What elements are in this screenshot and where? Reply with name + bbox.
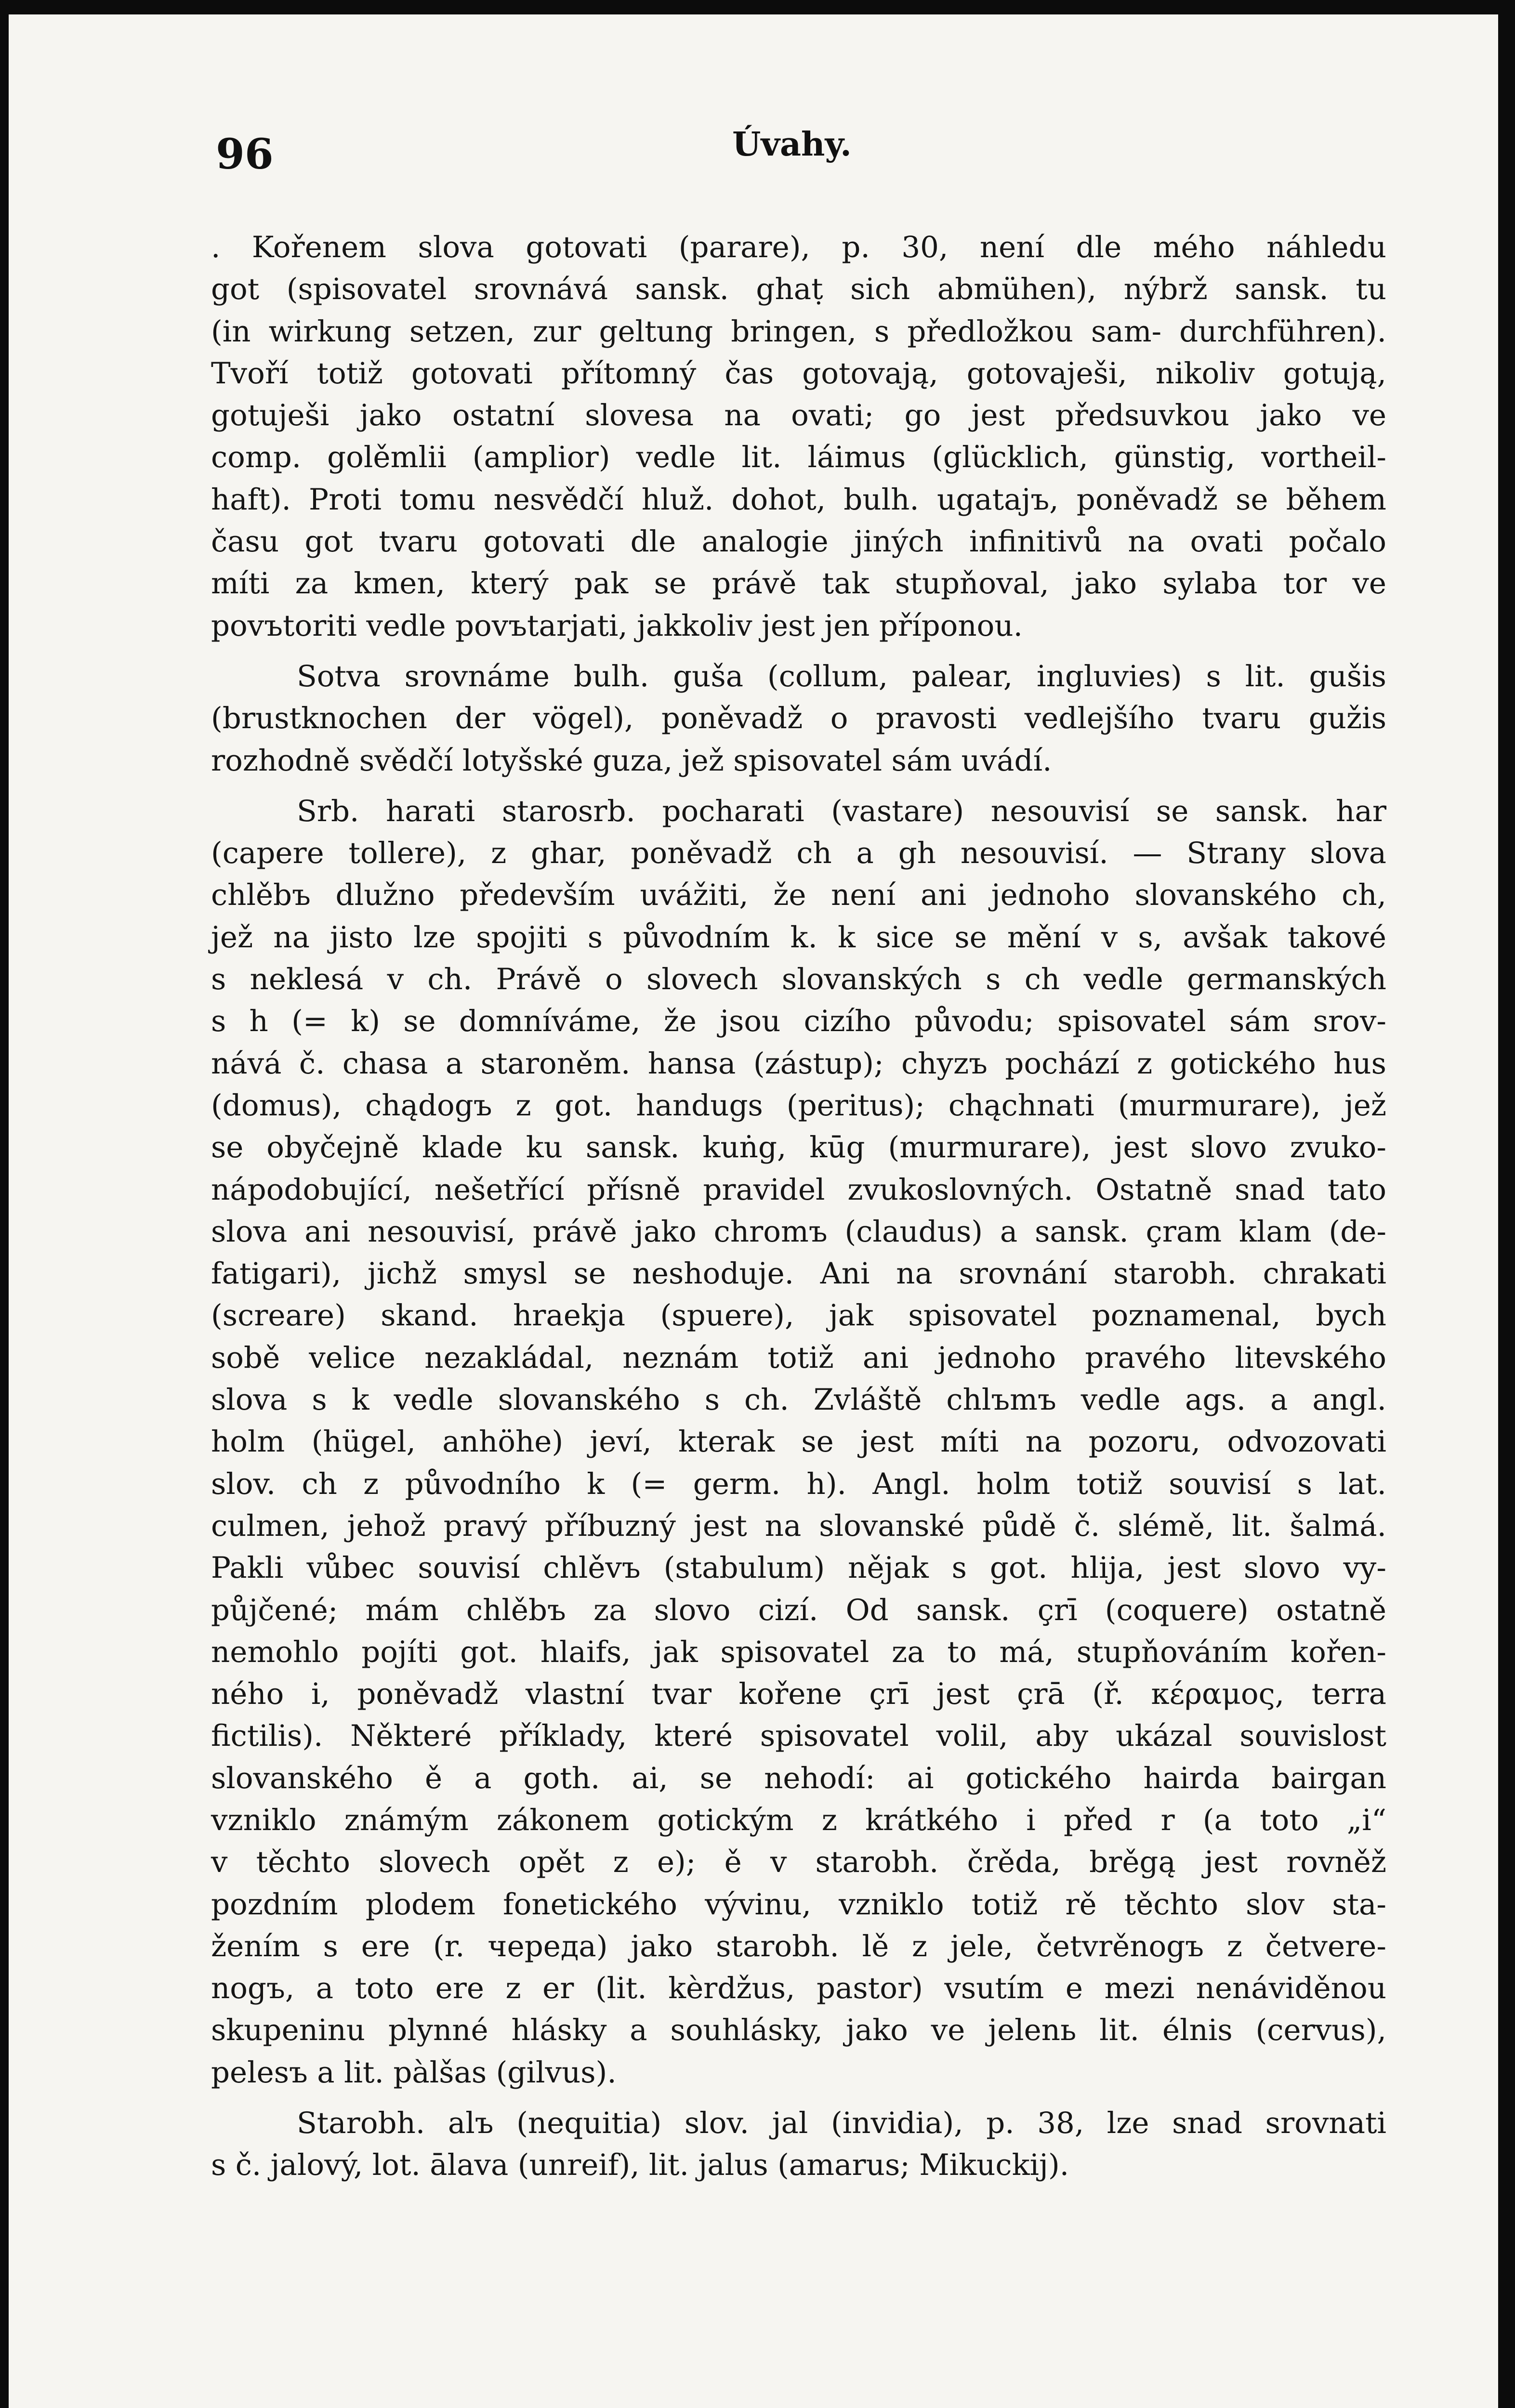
text-line: se obyčejně klade ku sansk. kuṅg, kūg (murmurare), jest slovo zvuko- — [211, 1130, 1386, 1165]
text-line: (domus), chądogъ z got. handugs (peritus); chąchnati (murmurare), jež — [211, 1088, 1386, 1123]
text-line: Srb. harati starosrb. pocharati (vastare) nesouvisí se sansk. har — [297, 794, 1386, 828]
paragraph — [211, 655, 1386, 782]
text-line: povъtoriti vedle povъtarjati, jakkoliv jest jen příponou. — [211, 608, 1023, 643]
body-text — [211, 226, 1386, 2186]
text-line: (in wirkung setzen, zur geltung bringen, s předložkou sam- durchführen). — [211, 314, 1386, 349]
text-line: holm (hügel, anhöhe) jeví, kterak se jest míti na pozoru, odvozovati — [211, 1425, 1386, 1459]
text-line: míti za kmen, který pak se právě tak stupňoval, jako sylaba tor ve — [211, 566, 1386, 601]
text-line: slov. ch z původního k (= germ. h). Angl. holm totiž souvisí s lat. — [211, 1466, 1386, 1501]
text-line: haft). Proti tomu nesvědčí hluž. dohot, bulh. ugatajъ, poněvadž se během — [211, 482, 1386, 517]
text-line: nává č. chasa a staroněm. hansa (zástup); chyzъ pochází z gotického hus — [211, 1046, 1386, 1081]
page — [9, 14, 1498, 2408]
text-line: s h (= k) se domníváme, že jsou cizího původu; spisovatel sám srov- — [211, 1004, 1386, 1039]
paragraph — [211, 790, 1386, 2094]
page-number: 96 — [216, 130, 274, 179]
text-line: got (spisovatel srovnává sansk. ghaṭ sich abmühen), nýbrž sansk. tu — [211, 272, 1386, 307]
text-line: (brustknochen der vögel), poněvadž o pravosti vedlejšího tvaru gužis — [211, 701, 1386, 736]
text-line: času got tvaru gotovati dle analogie jiných infinitivů na ovati počalo — [211, 524, 1386, 559]
text-line: s č. jalový, lot. ālava (unreif), lit. jalus (amarus; Mikuckij). — [211, 2148, 1069, 2183]
text-line: fictilis). Některé příklady, které spisovatel volil, aby ukázal souvislost — [211, 1719, 1386, 1754]
text-line: s neklesá v ch. Právě o slovech slovanských s ch vedle germanských — [211, 962, 1386, 997]
text-line: . Kořenem slova gotovati (parare), p. 30, není dle mého náhledu — [211, 230, 1386, 264]
text-line: vzniklo známým zákonem gotickým z krátkého i před r (a toto „i“ — [211, 1803, 1386, 1837]
text-line: slovanského ě a goth. ai, se nehodí: ai gotického hairda bairgan — [211, 1761, 1386, 1795]
text-line: Pakli vůbec souvisí chlěvъ (stabulum) nějak s got. hlija, jest slovo vy- — [211, 1551, 1386, 1585]
text-line: Tvoří totiž gotovati přítomný čas gotovają, gotovaješi, nikoliv gotują, — [211, 356, 1386, 391]
text-line: Starobh. alъ (nequitia) slov. jal (invidia), p. 38, lze snad srovnati — [297, 2106, 1386, 2141]
text-line: jež na jisto lze spojiti s původním k. k sice se mění v s, avšak takové — [211, 920, 1386, 955]
text-line: slova s k vedle slovanského s ch. Zvláště chlъmъ vedle ags. a angl. — [211, 1383, 1386, 1417]
text-line: pelesъ a lit. pàlšas (gilvus). — [211, 2055, 617, 2090]
running-title: Úvahy. — [732, 125, 852, 164]
text-line: žením s ere (r. череда) jako starobh. lě z jele, četvrěnogъ z četvere- — [211, 1929, 1386, 1963]
text-line: gotuješi jako ostatní slovesa na ovati; go jest předsuvkou jako ve — [211, 398, 1386, 433]
text-line: pozdním plodem fonetického vývinu, vzniklo totiž rě těchto slov sta- — [211, 1887, 1386, 1922]
text-line: nápodobující, nešetřící přísně pravidel zvukoslovných. Ostatně snad tato — [211, 1172, 1386, 1207]
text-line: skupeninu plynné hlásky a souhlásky, jako ve jelenь lit. élnis (cervus), — [211, 2013, 1386, 2048]
text-line: (screare) skand. hraekja (spuere), jak spisovatel poznamenal, bych — [211, 1298, 1386, 1333]
text-line: v těchto slovech opět z e); ě v starobh. črěda, brěgą jest rovněž — [211, 1845, 1386, 1880]
text-line: comp. golěmlii (amplior) vedle lit. láimus (glücklich, günstig, vortheil- — [211, 440, 1386, 475]
text-line: chlěbъ dlužno především uvážiti, že není ani jednoho slovanského ch, — [211, 878, 1386, 913]
text-line: Sotva srovnáme bulh. guša (collum, palear, ingluvies) s lit. gušis — [297, 659, 1386, 694]
text-line: slova ani nesouvisí, právě jako chromъ (claudus) a sansk. çram klam (de- — [211, 1214, 1386, 1249]
text-line: nemohlo pojíti got. hlaifs, jak spisovatel za to má, stupňováním kořen- — [211, 1635, 1386, 1669]
text-line: (capere tollere), z ghar, poněvadž ch a gh nesouvisí. — Strany slova — [211, 836, 1386, 871]
text-line: nogъ, a toto ere z er (lit. kèrdžus, pastor) vsutím e mezi nenáviděnou — [211, 1971, 1386, 2006]
paragraph — [211, 2102, 1386, 2186]
text-line: rozhodně svědčí lotyšské guza, jež spisovatel sám uvádí. — [211, 743, 1052, 778]
page-header — [204, 120, 1380, 188]
text-line: culmen, jehož pravý příbuzný jest na slovanské půdě č. slémě, lit. šalmá. — [211, 1508, 1386, 1543]
text-line: fatigari), jichž smysl se neshoduje. Ani na srovnání starobh. chrakati — [211, 1256, 1386, 1291]
text-line: půjčené; mám chlěbъ za slovo cizí. Od sansk. çrī (coquere) ostatně — [211, 1593, 1386, 1627]
text-line: ného i, poněvadž vlastní tvar kořene çrī jest çrā (ř. κέραμος, terra — [211, 1677, 1386, 1712]
paragraph — [211, 226, 1386, 647]
text-line: sobě velice nezakládal, neznám totiž ani jednoho pravého litevského — [211, 1340, 1386, 1375]
